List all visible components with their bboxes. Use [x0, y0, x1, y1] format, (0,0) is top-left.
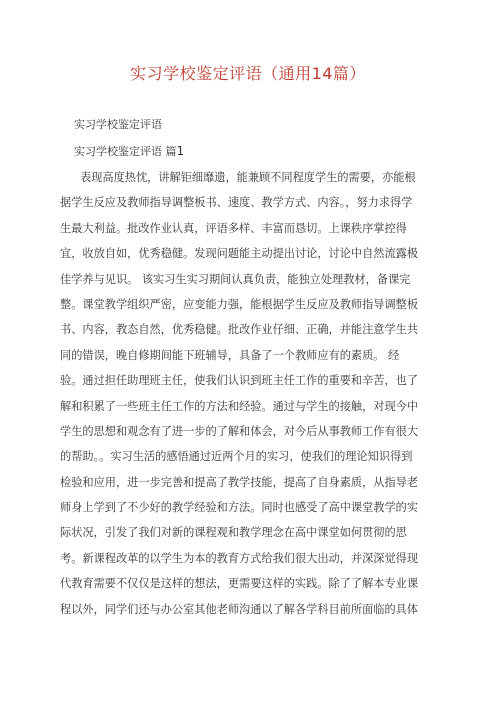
body-line: 检验和应用，进一步完善和提高了教学技能，提高了自身素质，从指导老: [60, 475, 419, 489]
body-line: 考。新课程改革的以学生为本的教育方式给我们很大出动，并深深觉得现: [60, 551, 419, 565]
body-line: 的帮助。。实习生活的感悟通过近两个月的实习，使我们的理论知识得到: [60, 450, 413, 464]
body-paragraph: [60, 165, 444, 622]
section-heading: [74, 143, 184, 160]
body-line: 解和积累了一些班主任工作的方法和经验。通过与学生的接触，对现今中: [60, 399, 419, 413]
body-line: 表现高度热忱，讲解钜细靡遗，能兼顾不同程度学生的需要，亦能根: [80, 171, 416, 184]
body-line: 宜，收放自如，优秀稳健。发现问题能主动提出讨论，讨论中自然流露极: [60, 247, 419, 261]
body-line: 学生的思想和观念有了进一步的了解和体会，对今后从事教师工作有很大: [60, 424, 419, 438]
document-title: 实习学校鉴定评语（通用14篇）: [130, 64, 366, 83]
body-line: 书、内容，教态自然，优秀稳健。批改作业仔细、正确，并能注意学生共: [60, 323, 419, 337]
body-line: 代教育需要不仅仅是这样的想法，更需要这样的实践。除了了解本专业课: [60, 577, 419, 591]
body-line: 整。课堂教学组织严密，应变能力强，能根据学生反应及教师指导调整板: [60, 297, 419, 311]
document-subtitle: 实习学校鉴定评语: [74, 118, 162, 131]
section-heading-number: 1: [176, 144, 185, 158]
body-line: 生最大利益。批改作业认真，评语多样、丰富而恳切。上课秩序掌控得: [60, 221, 407, 235]
body-line: 据学生反应及教师指导调整板书、速度、教学方式、内容。，努力求得学: [60, 196, 413, 210]
body-line: 佳学养与见识。 该实习生实习期间认真负责，能独立处理教材，备课完: [60, 272, 411, 286]
body-line: 程以外，同学们还与办公室其他老师沟通以了解各学科目前所面临的具体: [60, 602, 419, 616]
body-line: 同的错误，晚自修期间能下班辅导，具备了一个教师应有的素质。 经: [60, 348, 400, 362]
section-heading-text: 实习学校鉴定评语 篇: [74, 145, 177, 158]
body-line: 际状况，引发了我们对新的课程观和教学理念在高中课堂如何贯彻的思: [60, 526, 407, 540]
body-line: 师身上学到了不少好的教学经验和方法。同时也感受了高中课堂教学的实: [60, 501, 419, 515]
body-line: 验。通过担任助理班主任，使我们认识到班主任工作的重要和辛苦，也了: [60, 374, 419, 388]
